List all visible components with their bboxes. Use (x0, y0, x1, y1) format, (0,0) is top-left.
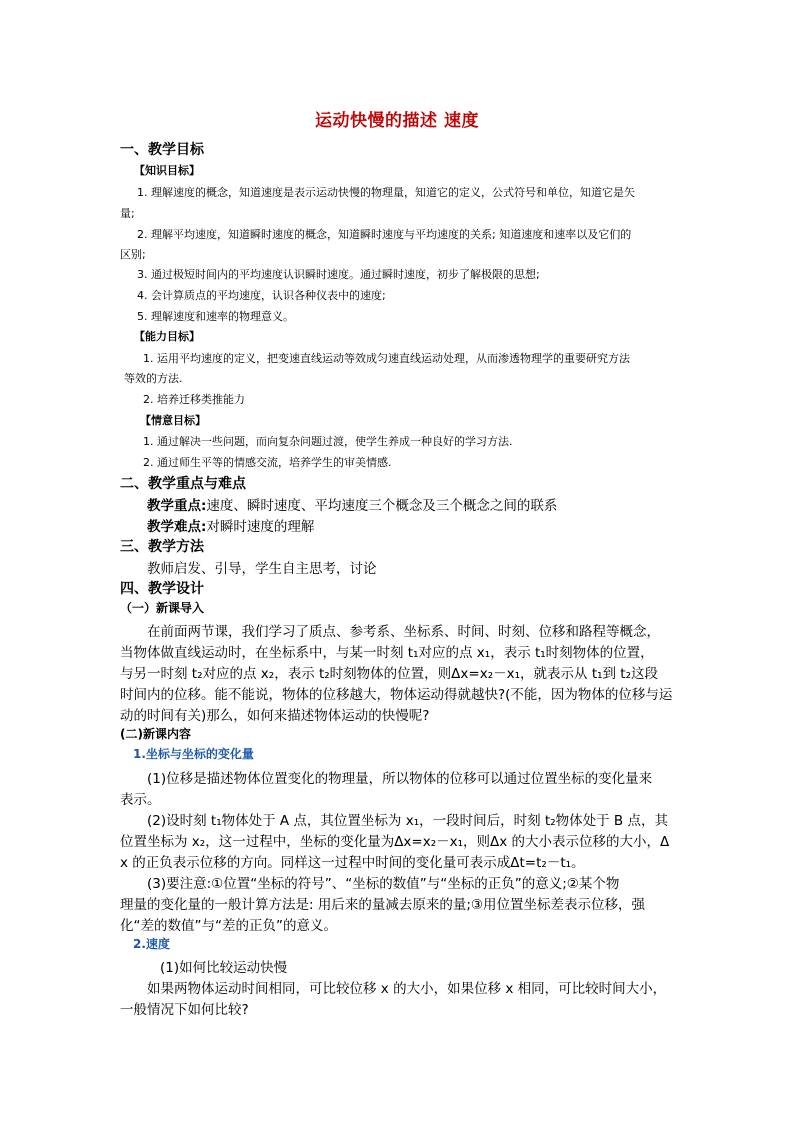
ability-goals-label: 【能力目标】 (134, 330, 200, 343)
knowledge-goal-2-cont: 区别; (120, 248, 146, 261)
intro-line-5: 动的时间有关)那么，如何来描述物体运动的快慢呢? (120, 708, 430, 724)
teaching-difficulty-label: 教学难点: (147, 519, 207, 535)
para-2-line-3: x 的正负表示位移的方向。同样这一过程中时间的变化量可表示成Δt=t₂－t₁。 (120, 855, 585, 871)
teaching-difficulty-text: 对瞬时速度的理解 (206, 519, 315, 535)
knowledge-goal-5: 5. 理解速度和速率的物理意义。 (137, 310, 294, 323)
teaching-key-label: 教学重点: (147, 498, 207, 514)
knowledge-goal-4: 4. 会计算质点的平均速度，认识各种仪表中的速度; (137, 289, 386, 302)
section-1-heading: 一、教学目标 (120, 142, 204, 158)
teaching-key-text: 速度、瞬时速度、平均速度三个概念及三个概念之间的联系 (206, 498, 558, 514)
para-2-line-2: 位置坐标为 x₂，这一过程中，坐标的变化量为Δx=x₂－x₁，则Δx 的大小表示位移的大小，Δ (120, 834, 670, 850)
teaching-difficulty (147, 515, 314, 535)
part-2-heading: (二)新课内容 (120, 727, 191, 741)
knowledge-goal-1: 1. 理解速度的概念，知道速度是表示运动快慢的物理量，知道它的定义，公式符号和单位，知道它是矢 (137, 186, 635, 199)
section-4-heading: 四、教学设计 (120, 581, 204, 597)
para-4-heading: (1)如何比较运动快慢 (160, 960, 288, 976)
intro-line-3: 与另一时刻 t₂对应的点 x₂，表示 t₂时刻物体的位置，则Δx=x₂－x₁，就表示从 t₁到 t₂这段 (120, 666, 659, 682)
intro-line-4: 时间内的位移。能不能说，物体的位移越大，物体运动得就越快?(不能，因为物体的位移与运 (120, 687, 673, 703)
emotion-goals-label: 【情意目标】 (140, 414, 206, 427)
intro-line-1: 在前面两节课，我们学习了质点、参考系、坐标系、时间、时刻、位移和路程等概念， (147, 624, 660, 640)
document-title: 运动快慢的描述 速度 (315, 111, 479, 131)
teaching-method-text: 教师启发、引导，学生自主思考，讨论 (147, 561, 377, 577)
para-4-line-2: 一般情况下如何比较? (120, 1002, 249, 1018)
ability-goal-1: 1. 运用平均速度的定义，把变速直线运动等效成匀速直线运动处理，从而渗透物理学的重要研究方法 (143, 352, 630, 365)
para-1-line-1: (1)位移是描述物体位置变化的物理量，所以物体的位移可以通过位置坐标的变化量来 (147, 771, 653, 787)
section-3-heading: 三、教学方法 (120, 539, 204, 555)
para-1-line-2: 表示。 (120, 792, 161, 808)
section-2-heading: 二、教学重点与难点 (120, 476, 246, 492)
intro-line-2: 当物体做直线运动时，在坐标系中，与某一时刻 t₁对应的点 x₁，表示 t₁时刻物体的位置， (120, 645, 654, 661)
para-2-line-1: (2)设时刻 t₁物体处于 A 点，其位置坐标为 x₁，一段时间后，时刻 t₂物体处于 B 点，其 (147, 813, 668, 829)
subsection-2-heading: 2.速度 (133, 937, 170, 951)
ability-goal-1-cont: 等效的方法. (124, 372, 183, 385)
emotion-goal-1: 1. 通过解决一些问题，而向复杂问题过渡，使学生养成一种良好的学习方法. (143, 435, 513, 448)
para-3-line-1: (3)要注意:①位置“坐标的符号”、“坐标的数值”与“坐标的正负”的意义;②某个物 (147, 876, 620, 892)
emotion-goal-2: 2. 通过师生平等的情感交流，培养学生的审美情感. (143, 456, 392, 469)
para-3-line-2: 理量的变化量的一般计算方法是: 用后来的量减去原来的量;③用位置坐标差表示位移，强 (120, 897, 645, 913)
ability-goal-2: 2. 培养迁移类推能力 (143, 393, 245, 406)
subsection-1-heading: 1.坐标与坐标的变化量 (133, 747, 254, 761)
knowledge-goal-1-cont: 量; (120, 207, 135, 220)
para-4-line-1: 如果两物体运动时间相同，可比较位移 x 的大小，如果位移 x 相同，可比较时间大小， (147, 981, 667, 997)
knowledge-goal-3: 3. 通过极短时间内的平均速度认识瞬时速度。通过瞬时速度，初步了解极限的思想; (137, 268, 540, 281)
knowledge-goal-2: 2. 理解平均速度，知道瞬时速度的概念，知道瞬时速度与平均速度的关系; 知道速度和速率以及它们的 (137, 228, 632, 241)
part-1-heading: （一）新课导入 (120, 601, 205, 615)
para-3-line-3: 化“差的数值”与“差的正负”的意义。 (120, 918, 337, 934)
teaching-key-point (147, 494, 557, 514)
knowledge-goals-label: 【知识目标】 (134, 164, 200, 177)
